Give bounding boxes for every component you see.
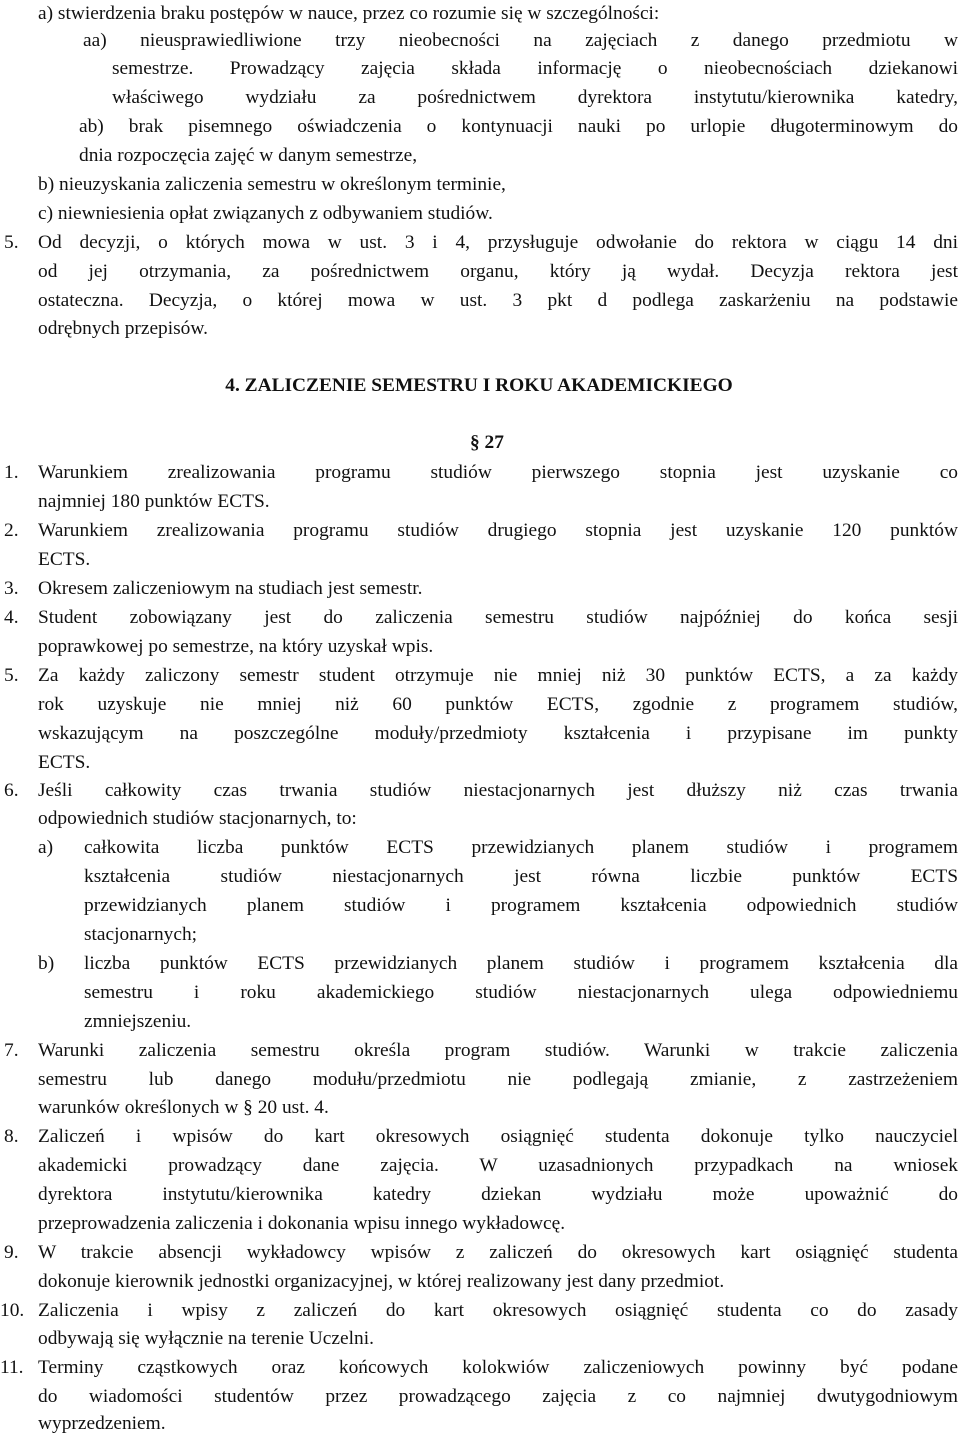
line-text: aa) nieusprawiedliwione trzy nieobecności na zajęciach z danego przedmiotu w	[83, 30, 958, 51]
line-text: właściwego wydziału za pośrednictwem dyrektora instytutu/kierownika katedry,	[112, 87, 958, 108]
text-line	[0, 545, 958, 574]
text-line	[0, 1007, 958, 1036]
line-text: stacjonarnych;	[84, 924, 198, 945]
line-text: rok uzyskuje nie mniej niż 60 punktów ECTS, zgodnie z programem studiów,	[38, 694, 958, 715]
line-text: Warunkiem zrealizowania programu studiów drugiego stopnia jest uzyskanie 120 punktów	[38, 520, 958, 541]
text-line	[0, 719, 958, 748]
text-line	[0, 141, 958, 170]
item-number: 1.	[4, 462, 19, 483]
line-text: ostateczna. Decyzja, o której mowa w ust. 3 pkt d podlega zaskarżeniu na podstawie	[38, 290, 958, 311]
text-line	[0, 1093, 958, 1122]
line-text: liczba punktów ECTS przewidzianych planem studiów i programem kształcenia dla	[84, 953, 958, 974]
item-number: 6.	[4, 780, 19, 801]
line-text: warunków określonych w § 20 ust. 4.	[38, 1097, 329, 1118]
item-number: 11.	[0, 1357, 24, 1378]
line-text: do wiadomości studentów przez prowadzącego zajęcia z co najmniej dwutygodniowym	[38, 1386, 958, 1407]
item-number: 8.	[4, 1126, 19, 1147]
text-line	[0, 0, 958, 28]
text-line	[0, 1065, 958, 1094]
numbered-item	[0, 228, 958, 257]
numbered-item	[0, 1296, 958, 1325]
numbered-item	[0, 1238, 958, 1267]
text-line	[0, 199, 958, 228]
item-number: 7.	[4, 1040, 19, 1061]
text-line	[0, 1267, 958, 1296]
sub-item-letter: a)	[38, 837, 54, 858]
line-text: wskazującym na poszczególne moduły/przedmioty kształcenia i przypisane im punkty	[38, 723, 958, 744]
text-line	[0, 748, 958, 777]
numbered-item	[0, 1122, 958, 1151]
line-text: ab) brak pisemnego oświadczenia o kontynuacji nauki po urlopie długoterminowym do	[79, 116, 958, 137]
text-line	[0, 1324, 958, 1353]
text-line	[0, 632, 958, 661]
text-line	[0, 487, 958, 516]
line-text: od jej otrzymania, za pośrednictwem organu, który ją wydał. Decyzja rektora jest	[38, 261, 958, 282]
line-text: odbywają się wyłącznie na terenie Uczelni.	[38, 1328, 374, 1349]
text-line	[0, 314, 958, 343]
text-line	[0, 920, 958, 949]
line-text: kształcenia studiów niestacjonarnych jest równa liczbie punktów ECTS	[84, 866, 958, 887]
numbered-item	[0, 516, 958, 545]
line-text: przewidzianych planem studiów i programem kształcenia odpowiednich studiów	[84, 895, 958, 916]
item-number: 5.	[4, 665, 19, 686]
item-number: 2.	[4, 520, 19, 541]
text-line	[0, 804, 958, 833]
line-text: a) stwierdzenia braku postępów w nauce, przez co rozumie się w szczególności:	[38, 3, 660, 24]
line-text: Zaliczeń i wpisów do kart okresowych osiągnięć studenta dokonuje tylko nauczyciel	[38, 1126, 958, 1147]
text-line	[0, 83, 958, 112]
numbered-item	[0, 776, 958, 805]
text-line	[0, 286, 958, 315]
line-text: Od decyzji, o których mowa w ust. 3 i 4, przysługuje odwołanie do rektora w ciągu 14 dni	[38, 232, 958, 253]
item-number: 3.	[4, 578, 19, 599]
text-line	[0, 112, 958, 141]
line-text: dnia rozpoczęcia zajęć w danym semestrze,	[79, 145, 418, 166]
text-line	[0, 1180, 958, 1209]
text-line	[0, 978, 958, 1007]
sub-item	[0, 949, 958, 978]
line-text: przeprowadzenia zaliczenia i dokonania wpisu innego wykładowcę.	[38, 1213, 566, 1234]
line-text: dyrektora instytutu/kierownika katedry dziekan wydziału może upoważnić do	[38, 1184, 958, 1205]
line-text: Zaliczenia i wpisy z zaliczeń do kart okresowych osiągnięć studenta co do zasady	[38, 1300, 958, 1321]
item-number: 5.	[4, 232, 19, 253]
text-line	[0, 862, 958, 891]
text-line	[0, 891, 958, 920]
item-number: 4.	[4, 607, 19, 628]
text-line	[0, 690, 958, 719]
line-text: całkowita liczba punktów ECTS przewidzianych planem studiów i programem	[84, 837, 958, 858]
line-text: Za każdy zaliczony semestr student otrzymuje nie mniej niż 30 punktów ECTS, a za każdy	[38, 665, 958, 686]
line-text: Terminy cząstkowych oraz końcowych kolokwiów zaliczeniowych powinny być podane	[38, 1357, 958, 1378]
numbered-item	[0, 458, 958, 487]
line-text: Warunki zaliczenia semestru określa program studiów. Warunki w trakcie zaliczenia	[38, 1040, 958, 1061]
line-text: b) nieuzyskania zaliczenia semestru w określonym terminie,	[38, 174, 506, 195]
text-line	[0, 54, 958, 83]
line-text: najmniej 180 punktów ECTS.	[38, 491, 270, 512]
line-text: ECTS.	[38, 549, 91, 570]
line-text: dokonuje kierownik jednostki organizacyjnej, w której realizowany jest dany przedmiot.	[38, 1271, 725, 1292]
line-text: c) niewniesienia opłat związanych z odbywaniem studiów.	[38, 203, 493, 224]
line-text: odrębnych przepisów.	[38, 318, 208, 339]
sub-item	[0, 833, 958, 862]
line-text: Warunkiem zrealizowania programu studiów pierwszego stopnia jest uzyskanie co	[38, 462, 958, 483]
text-line	[0, 1409, 958, 1438]
item-number: 9.	[4, 1242, 19, 1263]
text-line	[0, 1151, 958, 1180]
line-text: semestru lub danego modułu/przedmiotu nie podlegają zmianie, z zastrzeżeniem	[38, 1069, 958, 1090]
text-line	[0, 26, 958, 55]
line-text: semestru i roku akademickiego studiów niestacjonarnych ulega odpowiedniemu	[84, 982, 958, 1003]
text-line	[0, 170, 958, 199]
line-text: Student zobowiązany jest do zaliczenia semestru studiów najpóźniej do końca sesji	[38, 607, 958, 628]
line-text: wyprzedzeniem.	[38, 1413, 166, 1434]
line-text: akademicki prowadzący dane zajęcia. W uzasadnionych przypadkach na wniosek	[38, 1155, 958, 1176]
line-text: Okresem zaliczeniowym na studiach jest semestr.	[38, 578, 423, 599]
line-text: ECTS.	[38, 752, 91, 773]
numbered-item	[0, 1036, 958, 1065]
sub-item-letter: b)	[38, 953, 55, 974]
line-text: odpowiednich studiów stacjonarnych, to:	[38, 808, 357, 829]
text-line	[0, 1209, 958, 1238]
numbered-item	[0, 574, 958, 603]
item-number: 10.	[0, 1300, 25, 1321]
text-line	[0, 257, 958, 286]
line-text: W trakcie absencji wykładowcy wpisów z zaliczeń do okresowych kart osiągnięć studenta	[38, 1242, 958, 1263]
line-text: Jeśli całkowity czas trwania studiów niestacjonarnych jest dłuższy niż czas trwania	[38, 780, 958, 801]
paragraph-number: § 27	[470, 432, 504, 453]
line-text: semestrze. Prowadzący zajęcia składa informację o nieobecnościach dziekanowi	[112, 58, 958, 79]
line-text: zmniejszeniu.	[84, 1011, 192, 1032]
section-heading: 4. ZALICZENIE SEMESTRU I ROKU AKADEMICKIEGO	[225, 375, 733, 396]
numbered-item	[0, 1353, 958, 1382]
line-text: poprawkowej po semestrze, na który uzyskał wpis.	[38, 636, 434, 657]
numbered-item	[0, 661, 958, 690]
numbered-item	[0, 603, 958, 632]
text-line	[0, 1382, 958, 1411]
